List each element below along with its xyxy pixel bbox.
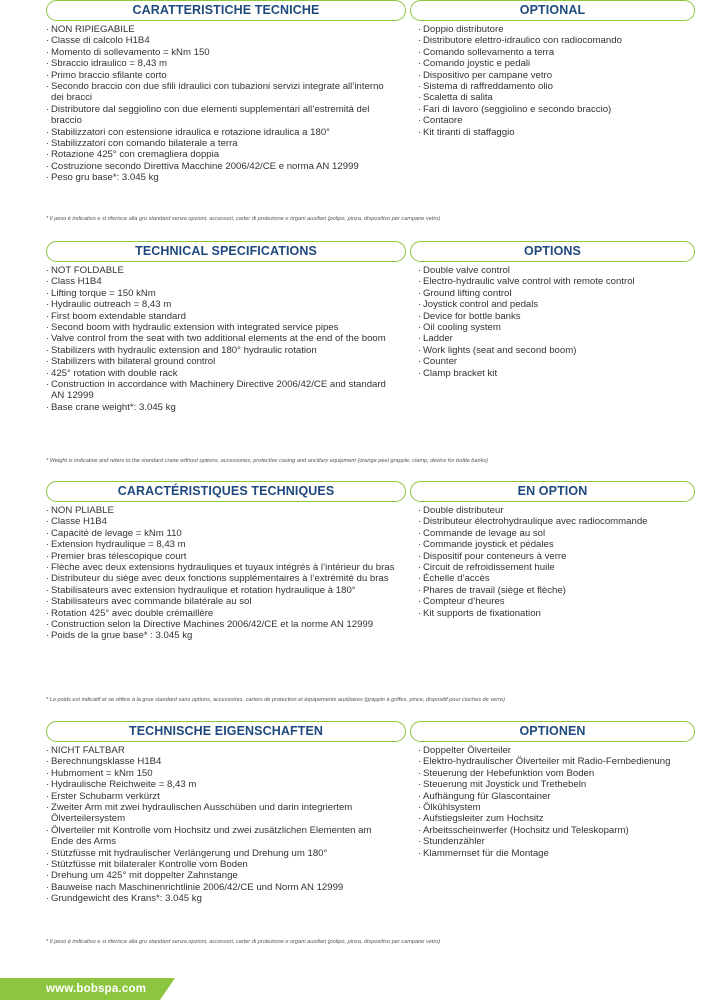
list-item: · Arbeitsscheinwerfer (Hochsitz und Teleskoparm) [418, 825, 698, 836]
list-item: · Hydraulische Reichweite = 8,43 m [46, 779, 396, 790]
list-item: · Bauweise nach Maschinenrichtlinie 2006/42/CE und Norm AN 12999 [46, 882, 396, 893]
section-english [0, 241, 724, 471]
list-item: · Échelle d’accès [418, 573, 698, 584]
list-item: · Scaletta di salita [418, 92, 698, 103]
list-item: · Ground lifting control [418, 288, 698, 299]
section-french [0, 481, 724, 711]
list-item: · Capacité de levage = kNm 110 [46, 528, 396, 539]
list-item: · Steuerung mit Joystick und Trethebeln [418, 779, 698, 790]
list-item: · Oil cooling system [418, 322, 698, 333]
list-item: · Device for bottle banks [418, 311, 698, 322]
list-item: · Phares de travail (siège et flèche) [418, 585, 698, 596]
spec-list [46, 505, 396, 642]
list-item: · Clamp bracket kit [418, 368, 698, 379]
spec-list [46, 265, 396, 413]
list-item: · Commande joystick et pédales [418, 539, 698, 550]
list-item: · Rotation 425° avec double crémaillère [46, 608, 396, 619]
list-item: · Stabilisateurs avec commande bilatérale au sol [46, 596, 396, 607]
list-item: · First boom extendable standard [46, 311, 396, 322]
list-item: · Construction in accordance with Machinery Directive 2006/42/CE and standard AN 12999 [46, 379, 396, 402]
spec-list [46, 24, 396, 184]
list-item: · Lifting torque = 150 kNm [46, 288, 396, 299]
list-item: · Kit tiranti di staffaggio [418, 127, 698, 138]
list-item: · Stundenzähler [418, 836, 698, 847]
list-item: · Zweiter Arm mit zwei hydraulischen Ausschüben und darin integriertem Ölverteilersystem [46, 802, 396, 825]
list-item: · Momento di sollevamento = kNm 150 [46, 47, 396, 58]
list-item: · Double valve control [418, 265, 698, 276]
list-item: · Distributore elettro-idraulico con radiocomando [418, 35, 698, 46]
list-item: · Elektro-hydraulischer Ölverteiler mit Radio-Fernbedienung [418, 756, 698, 767]
list-item: · Doppio distributore [418, 24, 698, 35]
list-item: · Hubmoment = kNm 150 [46, 768, 396, 779]
list-item: · Classe di calcolo H1B4 [46, 35, 396, 46]
list-item: · Premier bras télescopique court [46, 551, 396, 562]
list-item: · Ölkühlsystem [418, 802, 698, 813]
list-item: · Construction selon la Directive Machines 2006/42/CE et la norme AN 12999 [46, 619, 396, 630]
list-item: · Double distributeur [418, 505, 698, 516]
section-title-specs: TECHNICAL SPECIFICATIONS [46, 241, 406, 262]
list-item: · Distributore dal seggiolino con due elementi supplementari all’estremità del braccio [46, 104, 396, 127]
options-list [418, 265, 698, 379]
list-item: · Distributeur du siège avec deux fonctions supplémentaires à l’extrémité du bras [46, 573, 396, 584]
list-item: · Sbraccio idraulico = 8,43 m [46, 58, 396, 69]
list-item: · Comando sollevamento a terra [418, 47, 698, 58]
list-item: · NON PLIABLE [46, 505, 396, 516]
list-item: · Base crane weight*: 3.045 kg [46, 402, 396, 413]
section-title-specs: TECHNISCHE EIGENSCHAFTEN [46, 721, 406, 742]
list-item: · 425° rotation with double rack [46, 368, 396, 379]
list-item: · Counter [418, 356, 698, 367]
list-item: · Stabilizers with hydraulic extension and 180° hydraulic rotation [46, 345, 396, 356]
list-item: · Sistema di raffreddamento olio [418, 81, 698, 92]
list-item: · NON RIPIEGABILE [46, 24, 396, 35]
options-list [418, 24, 698, 138]
options-list [418, 505, 698, 619]
list-item: · Costruzione secondo Direttiva Macchine 2006/42/CE e norma AN 12999 [46, 161, 396, 172]
list-item: · Stabilizers with bilateral ground control [46, 356, 396, 367]
list-item: · Extension hydraulique = 8,43 m [46, 539, 396, 550]
section-title-specs: CARACTÉRISTIQUES TECHNIQUES [46, 481, 406, 502]
list-item: · Hydraulic outreach = 8,43 m [46, 299, 396, 310]
list-item: · Dispositif pour conteneurs à verre [418, 551, 698, 562]
list-item: · Erster Schubarm verkürzt [46, 791, 396, 802]
list-item: · Drehung um 425° mit doppelter Zahnstange [46, 870, 396, 881]
list-item: · Work lights (seat and second boom) [418, 345, 698, 356]
list-item: · Electro-hydraulic valve control with remote control [418, 276, 698, 287]
list-item: · Contaore [418, 115, 698, 126]
footnote: * Le poids est indicatif et se réfère à la grue standard sans options, accessoires, carters de protection et équipements auxiliaires (grappin à griffes, pince, dispositif pour cloches de verre) [46, 697, 505, 703]
list-item: · Klammernset für die Montage [418, 848, 698, 859]
footnote: * Weight is indicative and refers to the standard crane without options, accessories, protective casing and ancillary equipment (orange peel grapple, clamp, device for bottle banks) [46, 458, 489, 464]
list-item: · Stützfüsse mit bilateraler Kontrolle vom Boden [46, 859, 396, 870]
section-german [0, 721, 724, 951]
section-title-specs: CARATTERISTICHE TECNICHE [46, 0, 406, 21]
list-item: · Second boom with hydraulic extension with integrated service pipes [46, 322, 396, 333]
list-item: · Peso gru base*: 3.045 kg [46, 172, 396, 183]
list-item: · Flèche avec deux extensions hydrauliques et tuyaux intégrés à l’intérieur du bras [46, 562, 396, 573]
footnote: * Il peso è indicativo e si riferisce alla gru standard senza opzioni, accessori, carter di protezione e organi ausiliari (polipo, pinza, dispositivo per campane vetro) [46, 939, 441, 945]
list-item: · Class H1B4 [46, 276, 396, 287]
list-item: · Stabilizzatori con comando bilaterale a terra [46, 138, 396, 149]
list-item: · Secondo braccio con due sfili idraulici con tubazioni servizi integrate all’interno dei bracci [46, 81, 396, 104]
list-item: · Classe H1B4 [46, 516, 396, 527]
list-item: · Circuit de refroidissement huile [418, 562, 698, 573]
list-item: · Valve control from the seat with two additional elements at the end of the boom [46, 333, 396, 344]
list-item: · Stabilisateurs avec extension hydraulique et rotation hydraulique à 180° [46, 585, 396, 596]
list-item: · NOT FOLDABLE [46, 265, 396, 276]
section-title-options: OPTIONAL [410, 0, 695, 21]
list-item: · Joystick control and pedals [418, 299, 698, 310]
list-item: · Comando joystic e pedali [418, 58, 698, 69]
list-item: · Primo braccio sfilante corto [46, 70, 396, 81]
list-item: · Aufhängung für Glascontainer [418, 791, 698, 802]
list-item: · Berechnungsklasse H1B4 [46, 756, 396, 767]
list-item: · Stabilizzatori con estensione idraulica e rotazione idraulica a 180° [46, 127, 396, 138]
list-item: · Ladder [418, 333, 698, 344]
list-item: · Steuerung der Hebefunktion vom Boden [418, 768, 698, 779]
list-item: · Commande de levage au sol [418, 528, 698, 539]
section-italian [0, 0, 724, 230]
section-title-options: OPTIONS [410, 241, 695, 262]
list-item: · Compteur d’heures [418, 596, 698, 607]
list-item: · Ölverteiler mit Kontrolle vom Hochsitz und zwei zusätzlichen Elementen am Ende des Arms [46, 825, 396, 848]
section-title-options: OPTIONEN [410, 721, 695, 742]
section-title-options: EN OPTION [410, 481, 695, 502]
list-item: · Doppelter Ölverteiler [418, 745, 698, 756]
list-item: · Grundgewicht des Krans*: 3.045 kg [46, 893, 396, 904]
list-item: · Dispositivo per campane vetro [418, 70, 698, 81]
list-item: · Kit supports de fixationation [418, 608, 698, 619]
list-item: · Stützfüsse mit hydraulischer Verlängerung und Drehung um 180° [46, 848, 396, 859]
website-link[interactable]: www.bobspa.com [46, 983, 147, 995]
footnote: * Il peso è indicativo e si riferisce alla gru standard senza opzioni, accessori, carter di protezione e organi ausiliari (polipo, pinza, dispositivo per campane vetro) [46, 216, 441, 222]
list-item: · Distributeur électrohydraulique avec radiocommande [418, 516, 698, 527]
options-list [418, 745, 698, 859]
list-item: · Poids de la grue base* : 3.045 kg [46, 630, 396, 641]
list-item: · Aufstiegsleiter zum Hochsitz [418, 813, 698, 824]
list-item: · NICHT FALTBAR [46, 745, 396, 756]
list-item: · Rotazione 425° con cremagliera doppia [46, 149, 396, 160]
spec-list [46, 745, 396, 905]
list-item: · Fari di lavoro (seggiolino e secondo braccio) [418, 104, 698, 115]
